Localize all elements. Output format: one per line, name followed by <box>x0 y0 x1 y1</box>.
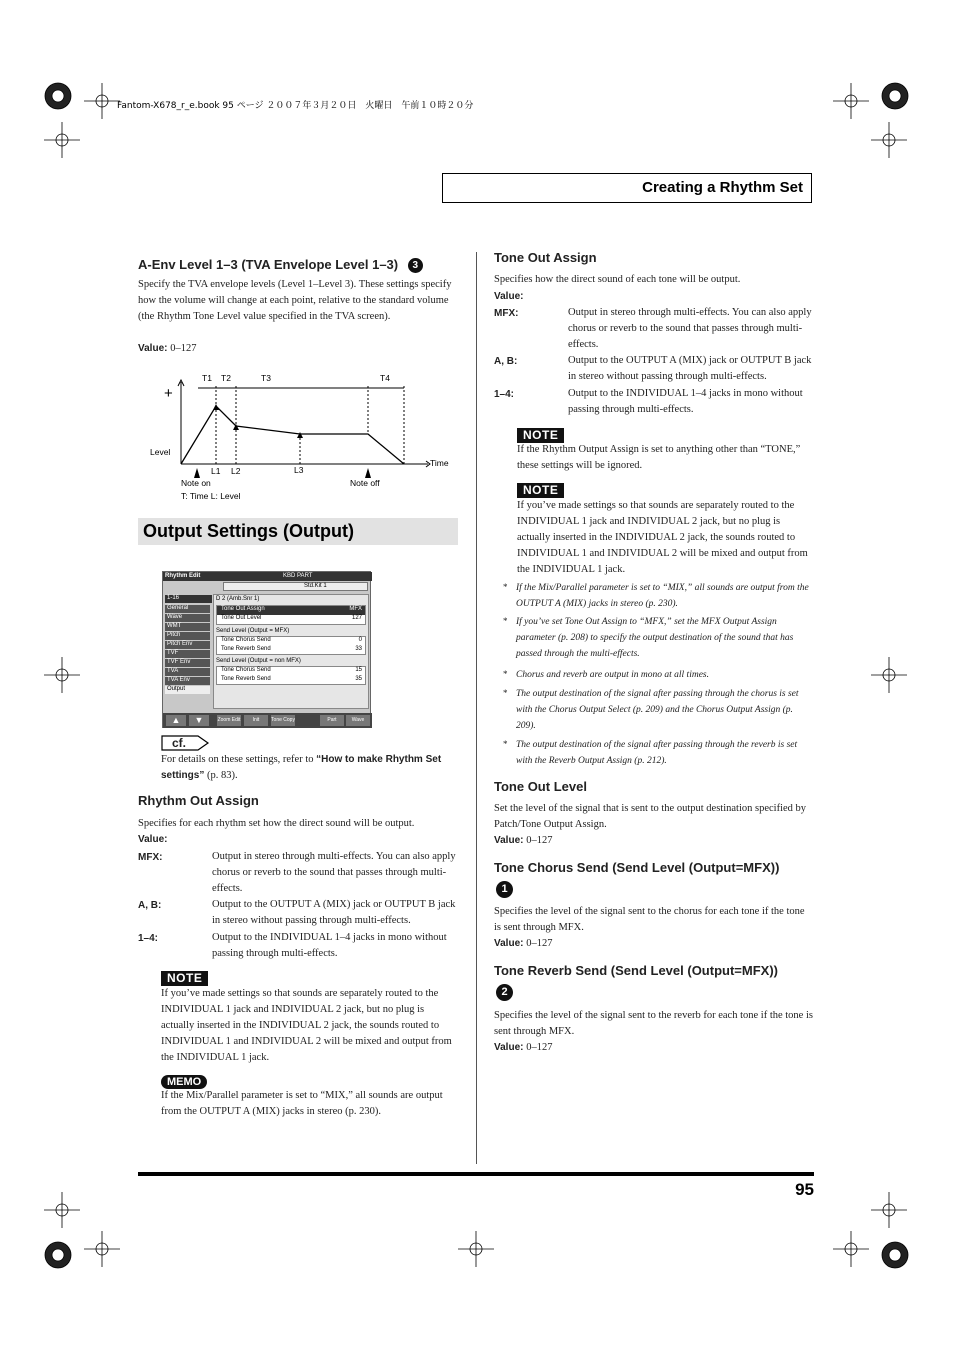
param-row[interactable]: Tone Chorus Send 0 <box>221 637 362 643</box>
tone-out-value-label: Value: <box>494 291 524 302</box>
up-arrow-icon[interactable]: ▲ <box>166 715 186 726</box>
zoom-edit-button[interactable]: Zoom Edit <box>217 715 241 726</box>
tone-level-body: Set the level of the signal that is sent to the output destination specified by Patch/Tone Output Assign. <box>494 803 807 830</box>
lcd-titlebar: Rhythm Edit KBD PART <box>163 572 372 581</box>
column-divider <box>476 252 477 1164</box>
reverb-body: Specifies the level of the signal sent to the reverb for each tone if the tone is sent through MFX. <box>494 1010 813 1037</box>
legend-label: T: Time L: Level <box>181 491 241 501</box>
tone-copy-button[interactable]: Tone Copy <box>271 715 295 726</box>
aenv-value: Value: 0–127 <box>138 343 197 354</box>
rhythm-out-heading: Rhythm Out Assign <box>138 793 259 808</box>
memo-badge: MEMO <box>161 1072 207 1090</box>
note-text: If you’ve made settings so that sounds are separately routed to the INDIVIDUAL 1 jack and INDIVIDUAL 2 jack, but no plug is actually inserted in the INDIVIDUAL 2 jack, the sounds routed to INDIVIDUAL 1 and INDIVIDUAL 2 will be mixed and output from the INDIVIDUAL 1 jack. <box>161 988 452 1063</box>
tab-general[interactable]: General <box>165 605 210 613</box>
chorus-value: Value: 0–127 <box>494 938 553 949</box>
footnote: The output destination of the signal after passing through the chorus is set with the Chorus Output Select (p. 209) and the Chorus Output Assign (p. 209). <box>516 689 799 731</box>
definition: Output in stereo through multi-effects. You can also apply chorus or reverb to the sound that passes through multi-effects. <box>568 307 812 350</box>
note-text: If you’ve made settings so that sounds are separately routed to the INDIVIDUAL 1 jack and INDIVIDUAL 2 jack, but no plug is actually inserted in the INDIVIDUAL 2 jack, the sounds routed to INDIVIDUAL 1 and INDIVIDUAL 2 will be mixed and output from the INDIVIDUAL 1 jack. <box>517 500 808 575</box>
send-mfx-label: Send Level (Output = MFX) <box>216 628 290 634</box>
zone-box: 1-16 <box>165 595 212 603</box>
tab-pitch[interactable]: Pitch <box>165 632 210 640</box>
tab-wmt[interactable]: WMT <box>165 623 210 631</box>
definition: Output to the OUTPUT A (MIX) jack or OUTPUT B jack in stereo without passing through multi-effects. <box>568 355 812 382</box>
param-row[interactable]: Tone Out Level 127 <box>221 615 362 621</box>
t2-label: T2 <box>221 373 231 383</box>
asterisk: * <box>503 739 508 749</box>
tab-wave[interactable]: Wave <box>165 614 210 622</box>
lcd-screen <box>162 571 371 734</box>
chorus-heading: Tone Chorus Send (Send Level (Output=MFX)) <box>494 860 780 875</box>
tab-tva[interactable]: TVA <box>165 668 210 676</box>
wave-sw-sel-button[interactable]: Wave Sw/Sel <box>346 715 370 726</box>
footnote: If you’ve set Tone Out Assign to “MFX,” set the MFX Output Assign parameter (p. 208) to specify the output destination of the sound that has passed through the multi-effects. <box>516 617 794 659</box>
init-button[interactable]: Init <box>244 715 268 726</box>
note-badge: NOTE <box>517 481 564 499</box>
plus-label: + <box>164 385 173 402</box>
section-title: Creating a Rhythm Set <box>642 179 803 196</box>
param-row[interactable]: Tone Chorus Send 15 <box>221 667 362 673</box>
asterisk: * <box>503 688 508 698</box>
chorus-body: Specifies the level of the signal sent to the chorus for each tone if the tone is sent through MFX. <box>494 906 805 933</box>
param-number-badge: 3 <box>408 258 423 273</box>
section-title-box <box>442 173 812 203</box>
tone-out-heading: Tone Out Assign <box>494 250 597 265</box>
tab-tva-env[interactable]: TVA Env <box>165 677 210 685</box>
output-title-bar <box>138 518 458 545</box>
send-non-label: Send Level (Output = non MFX) <box>216 658 301 664</box>
l2-label: L2 <box>231 466 241 476</box>
param-row[interactable]: Tone Reverb Send 35 <box>221 676 362 682</box>
level-label: Level <box>150 447 171 457</box>
cf-badge: cf. <box>162 736 208 750</box>
aenv-body: Specify the TVA envelope levels (Level 1–Level 3). These settings specify how the volume will change at each point, relative to the standard volume (the Rhythm Tone Level value specified in the TVA screen). <box>138 279 452 322</box>
asterisk: * <box>503 582 508 592</box>
t4-label: T4 <box>380 373 390 383</box>
tab-tvf-env[interactable]: TVF Env <box>165 659 210 667</box>
reverb-heading: Tone Reverb Send (Send Level (Output=MFX)) <box>494 963 778 978</box>
footer-rule <box>138 1172 814 1176</box>
term: MFX: <box>138 852 163 863</box>
footnote: If the Mix/Parallel parameter is set to “MIX,” all sounds are output from the OUTPUT A (MIX) jacks in stereo (p. 230). <box>516 583 809 609</box>
output-title: Output Settings (Output) <box>143 521 354 541</box>
part-select-button[interactable]: Part Select <box>320 715 344 726</box>
note-text: If the Rhythm Output Assign is set to anything other than “TONE,” these settings will be ignored. <box>517 444 801 471</box>
note-off-label: Note off <box>350 478 380 488</box>
kit-name: Std.Kit 1 <box>223 582 368 591</box>
term: 1–4: <box>138 933 159 944</box>
t1-label: T1 <box>202 373 212 383</box>
term: A, B: <box>494 356 518 367</box>
tab-pitch-env[interactable]: Pitch Env <box>165 641 210 649</box>
rhythm-out-body: Specifies for each rhythm set how the direct sound will be output. <box>138 818 415 829</box>
note-badge: NOTE <box>517 426 564 444</box>
down-arrow-icon[interactable]: ▼ <box>189 715 209 726</box>
tab-tvf[interactable]: TVF <box>165 650 210 658</box>
bottom-buttons <box>163 713 372 734</box>
note-on-label: Note on <box>181 478 211 488</box>
asterisk: * <box>503 669 508 679</box>
definition: Output in stereo through multi-effects. You can also apply chorus or reverb to the sound that passes through multi-effects. <box>212 851 456 894</box>
rhythm-out-value-label: Value: <box>138 834 168 845</box>
tone-level-value: Value: 0–127 <box>494 835 553 846</box>
term: MFX: <box>494 308 519 319</box>
footnote: The output destination of the signal after passing through the reverb is set with the Reverb Output Assign (p. 212). <box>516 740 798 766</box>
page-number: 95 <box>795 1180 814 1199</box>
tone-name: D 2 (Amb.Snr 1) <box>216 596 260 602</box>
tab-list <box>165 605 210 695</box>
tab-output[interactable]: Output <box>165 686 210 694</box>
definition: Output to the INDIVIDUAL 1–4 jacks in mono without passing through multi-effects. <box>568 388 803 415</box>
term: A, B: <box>138 900 162 911</box>
param-row[interactable]: Tone Out Assign MFX <box>217 606 365 615</box>
tone-level-heading: Tone Out Level <box>494 779 587 794</box>
definition: Output to the INDIVIDUAL 1–4 jacks in mono without passing through multi-effects. <box>212 932 447 959</box>
tone-out-body: Specifies how the direct sound of each tone will be output. <box>494 274 741 285</box>
param-row[interactable]: Tone Reverb Send 33 <box>221 646 362 652</box>
l3-label: L3 <box>294 465 304 475</box>
param-number-badge: 1 <box>496 881 513 898</box>
cf-text: For details on these settings, refer to “How to make Rhythm Set settings” (p. 83). <box>161 754 442 781</box>
print-header: Fantom-X678_r_e.book 95 ページ ２００７年３月２０日 火曜日 午前１０時２０分 <box>117 101 474 111</box>
t3-label: T3 <box>261 373 271 383</box>
time-label: Time <box>430 458 449 468</box>
l1-label: L1 <box>211 466 221 476</box>
reverb-value: Value: 0–127 <box>494 1042 553 1053</box>
param-number-badge: 2 <box>496 984 513 1001</box>
term: 1–4: <box>494 389 515 400</box>
footnote: Chorus and reverb are output in mono at all times. <box>516 670 709 680</box>
tva-envelope-diagram <box>148 368 458 508</box>
memo-text: If the Mix/Parallel parameter is set to “MIX,” all sounds are output from the OUTPUT A (MIX) jacks in stereo (p. 230). <box>161 1090 443 1117</box>
definition: Output to the OUTPUT A (MIX) jack or OUTPUT B jack in stereo without passing through multi-effects. <box>212 899 456 926</box>
asterisk: * <box>503 616 508 626</box>
param-panel <box>213 594 369 709</box>
note-badge: NOTE <box>161 969 208 987</box>
aenv-heading: A-Env Level 1–3 (TVA Envelope Level 1–3) 3 <box>138 257 423 273</box>
